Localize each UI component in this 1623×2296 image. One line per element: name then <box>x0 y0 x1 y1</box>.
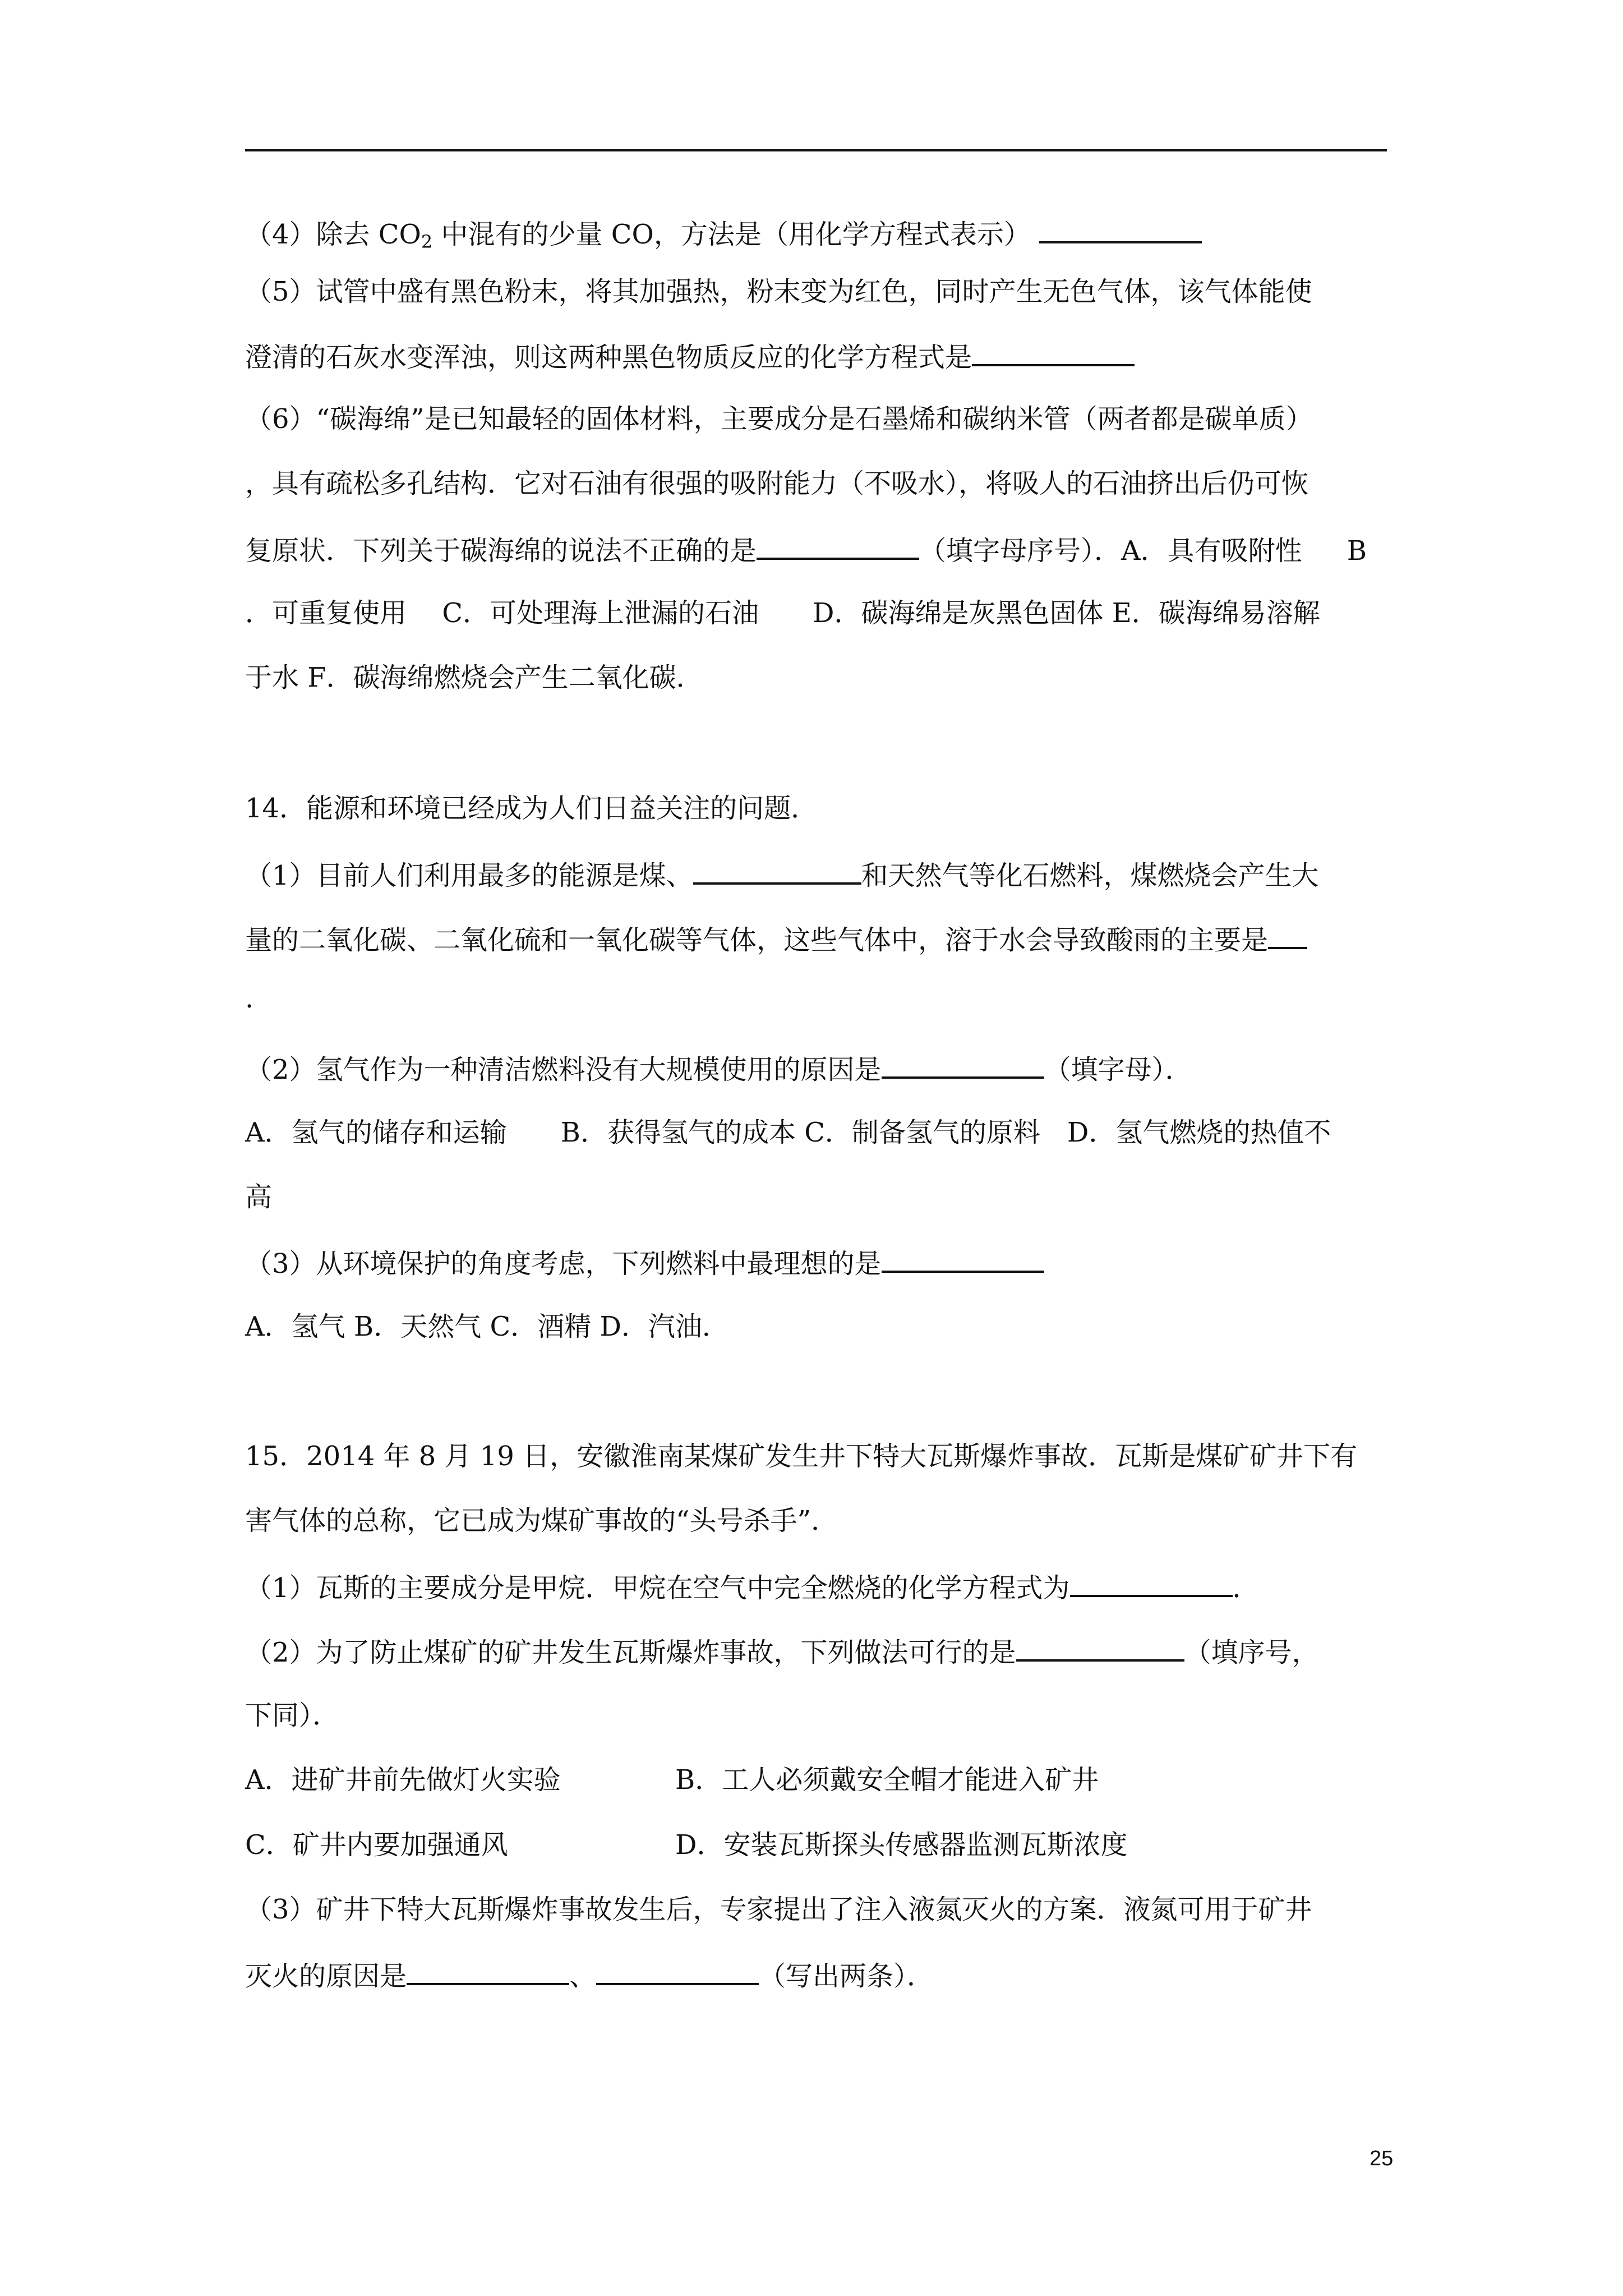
q15-option-c: C．矿井内要加强通风 <box>245 1829 508 1861</box>
q15-part2-line1: （2）为了防止煤矿的矿井发生瓦斯爆炸事故，下列做法可行的是 （填序号， <box>245 1632 1319 1671</box>
answer-blank[interactable] <box>757 531 919 560</box>
q15-option-a: A．进矿井前先做灯火实验 <box>245 1764 561 1796</box>
q15-title-line2: 害气体的总称，它已成为煤矿事故的“头号杀手”． <box>245 1505 838 1536</box>
q13-part5-line2: 澄清的石灰水变浑浊，则这两种黑色物质反应的化学方程式是 <box>245 337 1135 375</box>
q13-part5-line1: （5）试管中盛有黑色粉末，将其加强热，粉末变为红色，同时产生无色气体，该气体能使 <box>245 276 1312 307</box>
q13-part6-line4: ．可重复使用 C．可处理海上泄漏的石油 D．碳海绵是灰黑色固体 E．碳海绵易溶解 <box>245 597 1320 629</box>
answer-blank[interactable] <box>882 1244 1044 1273</box>
answer-blank[interactable] <box>1039 214 1202 243</box>
q14-part2: （2）氢气作为一种清洁燃料没有大规模使用的原因是 （填字母）． <box>245 1050 1192 1088</box>
answer-blank[interactable] <box>1268 920 1307 949</box>
q14-part2-options-line1: A．氢气的储存和运输 B．获得氢气的成本 C．制备氢气的原料 D．氢气燃烧的热值不 <box>245 1117 1331 1148</box>
answer-blank[interactable] <box>596 1956 759 1985</box>
answer-blank[interactable] <box>693 855 861 885</box>
answer-blank[interactable] <box>1016 1632 1184 1662</box>
answer-blank[interactable] <box>882 1050 1044 1079</box>
answer-blank[interactable] <box>1070 1568 1233 1597</box>
q13-part6-line2: ，具有疏松多孔结构．它对石油有很强的吸附能力（不吸水），将吸人的石油挤出后仍可恢 <box>245 468 1309 499</box>
q15-option-d: D．安装瓦斯探头传感器监测瓦斯浓度 <box>675 1829 1128 1861</box>
q14-part3-options: A．氢气 B．天然气 C．酒精 D．汽油． <box>245 1311 729 1342</box>
q14-part1-line3: . <box>245 983 254 1014</box>
q14-part1-line2: 量的二氧化碳、二氧化硫和一氧化碳等气体，这些气体中，溶于水会导致酸雨的主要是 <box>245 920 1307 958</box>
q14-title: 14．能源和环境已经成为人们日益关注的问题． <box>245 793 818 824</box>
answer-blank[interactable] <box>407 1956 569 1985</box>
q13-part6-line5: 于水 F．碳海绵燃烧会产生二氧化碳． <box>245 662 703 693</box>
q15-part2-line2: 下同）． <box>245 1700 340 1731</box>
q13-part6-line3: 复原状．下列关于碳海绵的说法不正确的是 （填字母序号）．A．具有吸附性 B <box>245 531 1367 569</box>
q14-part2-options-line2: 高 <box>245 1181 273 1213</box>
q15-option-b: B．工人必须戴安全帽才能进入矿井 <box>675 1764 1099 1796</box>
q15-part1: （1）瓦斯的主要成分是甲烷．甲烷在空气中完全燃烧的化学方程式为 ． <box>245 1568 1260 1606</box>
page-number: 25 <box>1370 2147 1394 2170</box>
q13-part6-line1: （6）“碳海绵”是已知最轻的固体材料，主要成分是石墨烯和碳纳米管（两者都是碳单质） <box>245 403 1313 435</box>
q15-part3-line1: （3）矿井下特大瓦斯爆炸事故发生后，专家提出了注入液氮灭火的方案．液氮可用于矿井 <box>245 1894 1312 1925</box>
q13-part4: （4）除去 $CO_2$ 中混有的少量 CO，方法是（用化学方程式表示） <box>245 214 1202 260</box>
q14-part1-line1: （1）目前人们利用最多的能源是煤、 和天然气等化石燃料，煤燃烧会产生大 <box>245 855 1319 894</box>
q15-part3-line2: 灭火的原因是 、 （写出两条）． <box>245 1956 934 1994</box>
answer-blank[interactable] <box>972 337 1135 366</box>
q15-title-line1: 15．2014 年 8 月 19 日，安徽淮南某煤矿发生井下特大瓦斯爆炸事故．瓦斯是煤矿矿井下有 <box>245 1441 1358 1472</box>
q14-part3: （3）从环境保护的角度考虑，下列燃料中最理想的是 <box>245 1244 1044 1282</box>
header-rule <box>245 149 1387 151</box>
